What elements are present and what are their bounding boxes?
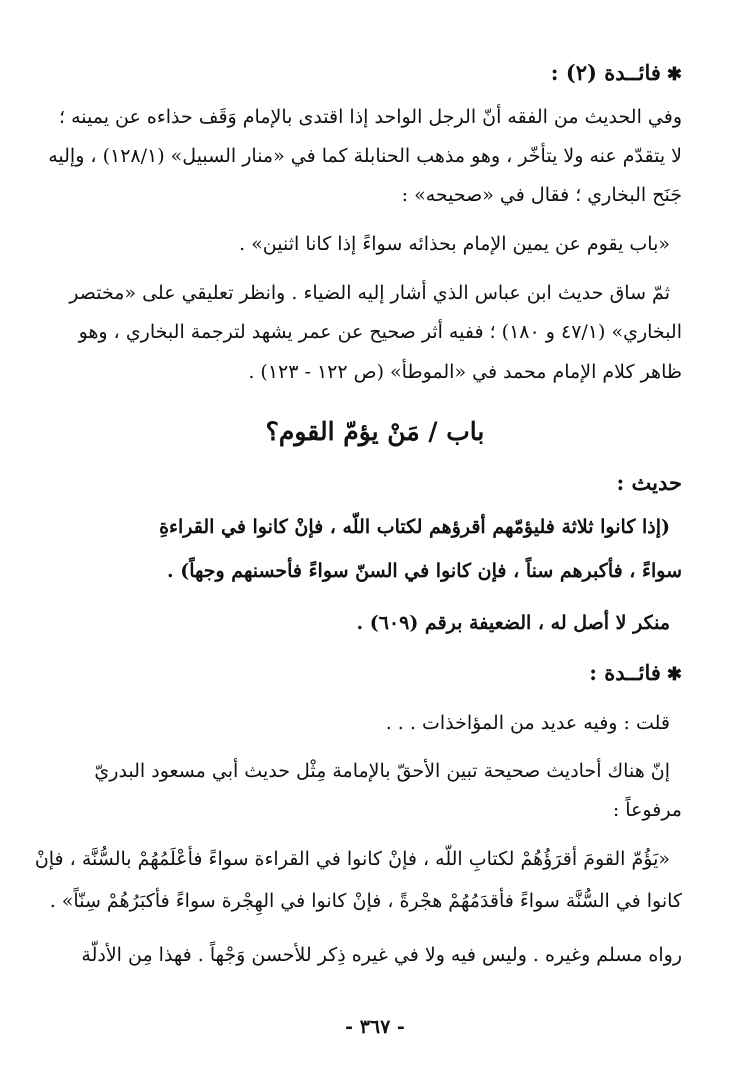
paragraph-line: ظاهر كلام الإمام محمد في «الموطأ» (ص ١٢٢ - ١٢٣) . <box>248 361 682 383</box>
quote-line: كانوا في السُّنَّة سواءً فأقدَمُهُمْ هجْرةً ، فإنْ كانوا في الهِجْرة سواءً فأكبَرُهُمْ سِنّاً» . <box>49 890 682 912</box>
hadith-text-line: (إذا كانوا ثلاثة فليؤمّهم أقرؤهم لكتاب اللّه ، فإنْ كانوا في القراءةِ <box>159 516 670 538</box>
paragraph-line: قلت : وفيه عديد من المؤاخذات . . . <box>385 712 670 734</box>
quote-line: «يَؤُمّ القومَ أقرَؤُهُمْ لكتابِ اللّه ، فإنْ كانوا في القراءة سواءً فأعْلَمُهُمْ بالسُّنَّة ، فإنْ <box>34 848 670 870</box>
paragraph-line: مرفوعاً : <box>612 799 682 821</box>
paragraph-line: جَنَح البخاري ؛ فقال في «صحيحه» : <box>401 184 682 206</box>
faida-heading <box>66 658 682 690</box>
chapter-title: باب / مَنْ يؤمّ القوم؟ <box>265 417 485 446</box>
hadith-verdict: منكر لا أصل له ، الضعيفة برقم (٦٠٩) . <box>356 612 670 634</box>
hadith-label: حديث : <box>616 470 682 495</box>
faida-heading-text: فائــدة : <box>589 660 661 685</box>
hadith-text-line: سواءً ، فأكبرهم سناً ، فإن كانوا في السنّ سواءً فأحسنهم وجهاً) . <box>167 560 682 582</box>
page-number: - ٣٦٧ - <box>345 1016 405 1038</box>
paragraph-line: لا يتقدّم عنه ولا يتأخّر ، وهو مذهب الحنابلة كما في «منار السبيل» (١٢٨/١) ، وإليه <box>48 145 682 167</box>
paragraph-line: رواه مسلم وغيره . وليس فيه ولا في غيره ذِكر للأحسن وَجْهاً . فهذا مِن الأدلّة <box>81 944 682 966</box>
faida-2-heading <box>66 58 682 90</box>
faida-2-heading-text: فائــدة (٢) : <box>550 60 661 85</box>
asterisk-icon: ✱ <box>666 64 682 85</box>
quote-line: «باب يقوم عن يمين الإمام بحذائه سواءً إذا كانا اثنين» . <box>239 233 670 255</box>
paragraph-line: وفي الحديث من الفقه أنّ الرجل الواحد إذا اقتدى بالإمام وَقَف حذاءه عن يمينه ؛ <box>59 106 682 128</box>
paragraph-line: ثمّ ساق حديث ابن عباس الذي أشار إليه الضياء . وانظر تعليقي على «مختصر <box>69 282 670 304</box>
asterisk-icon: ✱ <box>666 664 682 685</box>
paragraph-line: إنّ هناك أحاديث صحيحة تبين الأحقّ بالإمامة مِثْل حديث أبي مسعود البدريّ <box>94 760 670 782</box>
paragraph-line: البخاري» (٤٧/١ و ١٨٠) ؛ ففيه أثر صحيح عن عمر يشهد لترجمة البخاري ، وهو <box>78 321 682 343</box>
